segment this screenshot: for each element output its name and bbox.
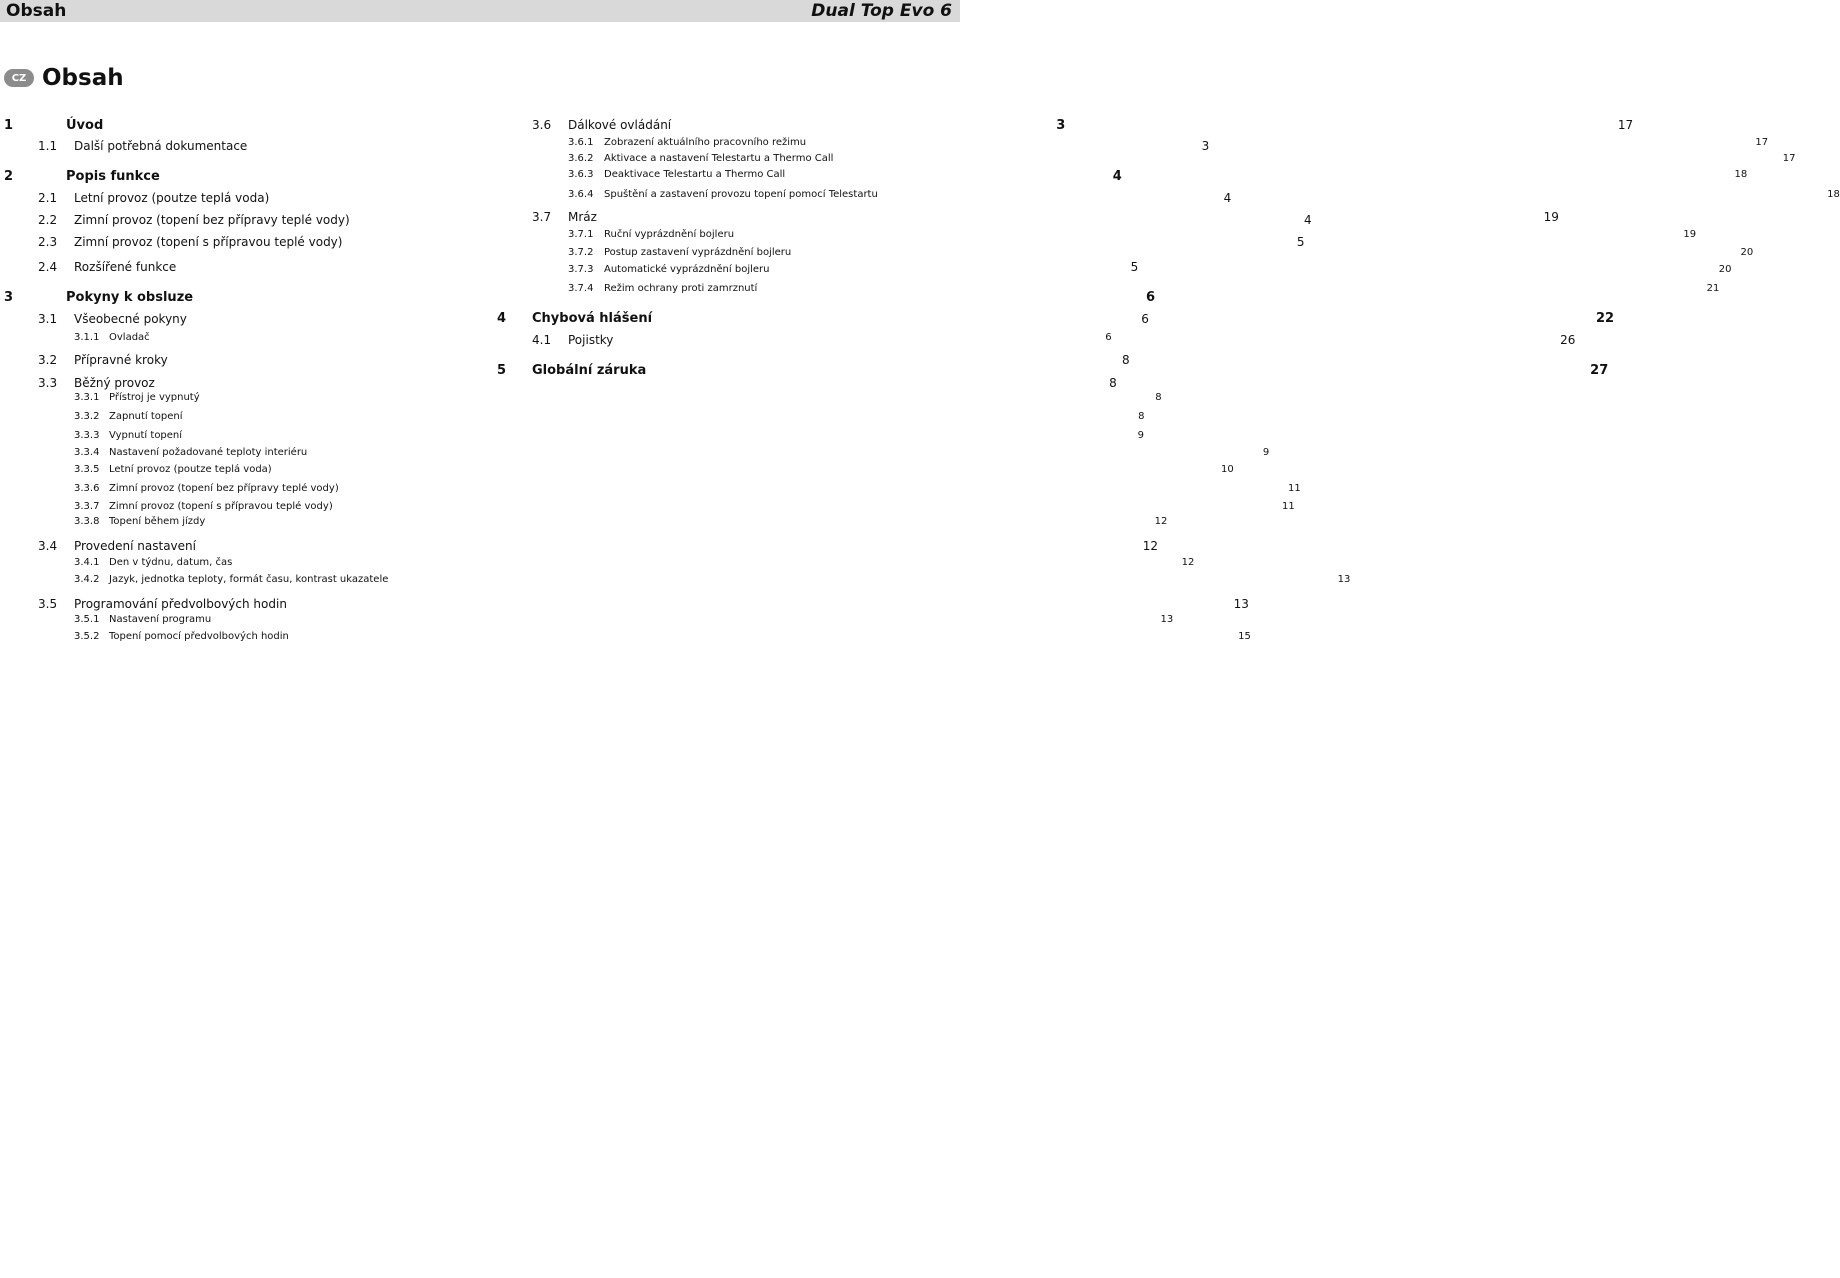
toc-entry-title: Deaktivace Telestartu a Thermo Call bbox=[604, 169, 786, 180]
toc-entry-number: 3.6.1 bbox=[568, 137, 594, 148]
toc-entry-page: 4 bbox=[1304, 213, 1312, 227]
toc-entry-number: 3.7.4 bbox=[568, 283, 594, 294]
page-title: Obsah bbox=[42, 65, 124, 91]
toc-entry-title: Programování předvolbových hodin bbox=[74, 597, 287, 611]
toc-entry-number: 3.1 bbox=[38, 312, 58, 326]
toc-entry-page: 6 bbox=[1105, 332, 1112, 343]
toc-entry-title: Spuštění a zastavení provozu topení pomocí Telestartu bbox=[604, 189, 878, 200]
toc-entry-number: 3.5.1 bbox=[74, 614, 100, 625]
header-bar bbox=[0, 0, 960, 22]
toc-entry-title: Postup zastavení vyprázdnění bojleru bbox=[604, 247, 792, 258]
toc-entry-page: 3 bbox=[1056, 118, 1066, 133]
toc-entry-title: Automatické vyprázdnění bojleru bbox=[604, 264, 770, 275]
toc-entry-title: Ovladač bbox=[109, 332, 150, 343]
toc-entry-title: Aktivace a nastavení Telestartu a Thermo Call bbox=[604, 153, 834, 164]
header-section-title: Obsah bbox=[6, 1, 67, 21]
toc-entry-page: 5 bbox=[1130, 260, 1139, 274]
toc-entry-title: Popis funkce bbox=[66, 169, 160, 184]
toc-entry-number: 2 bbox=[4, 169, 14, 184]
toc-entry-number: 3.4.1 bbox=[74, 557, 100, 568]
toc-entry-number: 3.3.2 bbox=[74, 411, 100, 422]
toc-entry-title: Letní provoz (poutze teplá voda) bbox=[109, 464, 272, 475]
toc-entry-number: 4.1 bbox=[532, 333, 552, 347]
toc-entry-number: 4 bbox=[497, 311, 507, 326]
toc-entry-title: Zimní provoz (topení s přípravou teplé vody) bbox=[74, 235, 343, 249]
toc-entry-page: 3 bbox=[1201, 139, 1210, 153]
toc-entry-page: 10 bbox=[1220, 464, 1234, 475]
toc-entry-title: Globální záruka bbox=[532, 363, 647, 378]
toc-entry-number: 3.7.1 bbox=[568, 229, 594, 240]
toc-entry-page: 11 bbox=[1288, 483, 1301, 494]
toc-entry[interactable] bbox=[74, 631, 1251, 1278]
toc-entry-number: 3.6.4 bbox=[568, 189, 594, 200]
toc-entry-number: 3.3.8 bbox=[74, 516, 100, 527]
toc-entry-page: 8 bbox=[1122, 353, 1130, 367]
toc-entry-title: Zimní provoz (topení bez přípravy teplé vody) bbox=[109, 483, 339, 494]
toc-entry-page: 6 bbox=[1146, 290, 1156, 305]
header-product-name: Dual Top Evo 6 bbox=[811, 1, 952, 21]
toc-entry-page: 13 bbox=[1233, 597, 1249, 611]
toc-entry-title: Vypnutí topení bbox=[109, 430, 183, 441]
toc-entry-number: 2.1 bbox=[38, 191, 58, 205]
toc-entry-page: 22 bbox=[1595, 311, 1615, 326]
toc-entry-page: 18 bbox=[1734, 169, 1748, 180]
toc-entry-number: 3.3.3 bbox=[74, 430, 100, 441]
toc-entry-title: Režim ochrany proti zamrznutí bbox=[604, 283, 758, 294]
toc-entry-page: 17 bbox=[1755, 137, 1769, 148]
toc-entry-page: 27 bbox=[1590, 363, 1609, 378]
toc-entry-number: 3 bbox=[4, 290, 14, 305]
toc-entry-title: Všeobecné pokyny bbox=[74, 312, 187, 326]
toc-entry-title: Pojistky bbox=[568, 333, 614, 347]
toc-entry-number: 2.2 bbox=[38, 213, 58, 227]
toc-entry-title: Běžný provoz bbox=[74, 376, 155, 390]
toc-entry-number: 3.7.3 bbox=[568, 264, 594, 275]
toc-entry-page: 11 bbox=[1282, 501, 1295, 512]
toc-entry-title: Zimní provoz (topení bez přípravy teplé vody) bbox=[74, 213, 350, 227]
toc-entry-title: Den v týdnu, datum, čas bbox=[109, 557, 233, 568]
toc-entry-number: 3.3.1 bbox=[74, 392, 100, 403]
toc-entry-page: 13 bbox=[1160, 614, 1174, 625]
toc-entry-number: 2.4 bbox=[38, 260, 58, 274]
toc-entry-title: Topení během jízdy bbox=[109, 516, 206, 527]
toc-entry-page: 12 bbox=[1154, 516, 1168, 527]
toc-entry-number: 3.7 bbox=[532, 210, 552, 224]
toc-entry-number: 1 bbox=[4, 118, 14, 133]
toc-entry-number: 3.5.2 bbox=[74, 631, 100, 642]
toc-entry-number: 3.4 bbox=[38, 539, 58, 553]
toc-entry-page: 21 bbox=[1706, 283, 1720, 294]
toc-entry-number: 3.3.4 bbox=[74, 447, 100, 458]
toc-entry-number: 3.2 bbox=[38, 353, 58, 367]
toc-entry-number: 1.1 bbox=[38, 139, 58, 153]
toc-entry-page: 19 bbox=[1543, 210, 1559, 224]
toc-entry-page: 12 bbox=[1181, 557, 1195, 568]
page-heading bbox=[4, 66, 124, 90]
toc-entry-number: 5 bbox=[497, 363, 507, 378]
toc-entry-page: 8 bbox=[1155, 392, 1162, 403]
toc-entry-number: 3.7.2 bbox=[568, 247, 594, 258]
toc-entry-page: 19 bbox=[1683, 229, 1697, 240]
toc-entry-page: 5 bbox=[1296, 235, 1305, 249]
toc-entry-page: 12 bbox=[1142, 539, 1158, 553]
toc-entry-page: 17 bbox=[1617, 118, 1634, 132]
toc-entry-title: Jazyk, jednotka teploty, formát času, kontrast ukazatele bbox=[109, 574, 389, 585]
toc-entry-number: 3.5 bbox=[38, 597, 58, 611]
toc-entry-page: 9 bbox=[1262, 447, 1270, 458]
toc-entry-page: 15 bbox=[1238, 631, 1251, 642]
toc-entry-page: 9 bbox=[1137, 430, 1145, 441]
toc-entry-title: Nastavení požadované teploty interiéru bbox=[109, 447, 308, 458]
toc-entry-number: 3.1.1 bbox=[74, 332, 100, 343]
toc-entry-title: Rozšířené funkce bbox=[74, 260, 177, 274]
toc-entry-title: Zimní provoz (topení s přípravou teplé vody) bbox=[109, 501, 333, 512]
toc-entry-number: 3.3 bbox=[38, 376, 58, 390]
toc-entry-title: Topení pomocí předvolbových hodin bbox=[109, 631, 289, 642]
toc-entry-title: Chybová hlášení bbox=[532, 311, 653, 326]
toc-entry-number: 3.6.2 bbox=[568, 153, 594, 164]
toc-entry-page: 20 bbox=[1740, 247, 1754, 258]
toc-entry-number: 3.3.5 bbox=[74, 464, 100, 475]
toc-entry-number: 2.3 bbox=[38, 235, 58, 249]
toc-entry-page: 18 bbox=[1827, 189, 1840, 200]
toc-entry-page: 26 bbox=[1560, 333, 1576, 347]
toc-entry-page: 6 bbox=[1141, 312, 1149, 326]
toc-entry-title: Provedení nastavení bbox=[74, 539, 196, 553]
toc-entry-title: Přístroj je vypnutý bbox=[109, 392, 200, 403]
toc-entry-title: Úvod bbox=[66, 118, 104, 133]
toc-entry-page: 17 bbox=[1782, 153, 1796, 164]
toc-entry-title: Nastavení programu bbox=[109, 614, 212, 625]
toc-entry-page: 20 bbox=[1718, 264, 1732, 275]
toc-entry-title: Zobrazení aktuálního pracovního režimu bbox=[604, 137, 807, 148]
toc-entry-page: 4 bbox=[1112, 169, 1122, 184]
toc-entry-title: Ruční vyprázdnění bojleru bbox=[604, 229, 735, 240]
toc-entry-page: 13 bbox=[1337, 574, 1351, 585]
toc-entry-number: 3.6.3 bbox=[568, 169, 594, 180]
toc-entry-number: 3.4.2 bbox=[74, 574, 100, 585]
toc-entry-title: Další potřebná dokumentace bbox=[74, 139, 248, 153]
toc-entry-page: 8 bbox=[1138, 411, 1145, 422]
toc-entry-title: Letní provoz (poutze teplá voda) bbox=[74, 191, 270, 205]
toc-entry-title: Pokyny k obsluze bbox=[66, 290, 194, 305]
language-badge: CZ bbox=[4, 69, 34, 87]
toc-entry-number: 3.6 bbox=[532, 118, 552, 132]
toc-entry-page: 8 bbox=[1109, 376, 1117, 390]
toc-entry-title: Mráz bbox=[568, 210, 597, 224]
toc-entry-number: 3.3.7 bbox=[74, 501, 100, 512]
toc-entry-number: 3.3.6 bbox=[74, 483, 100, 494]
toc-entry-title: Přípravné kroky bbox=[74, 353, 168, 367]
toc-entry-title: Dálkové ovládání bbox=[568, 118, 672, 132]
toc-entry-title: Zapnutí topení bbox=[109, 411, 183, 422]
toc-entry-page: 4 bbox=[1223, 191, 1232, 205]
